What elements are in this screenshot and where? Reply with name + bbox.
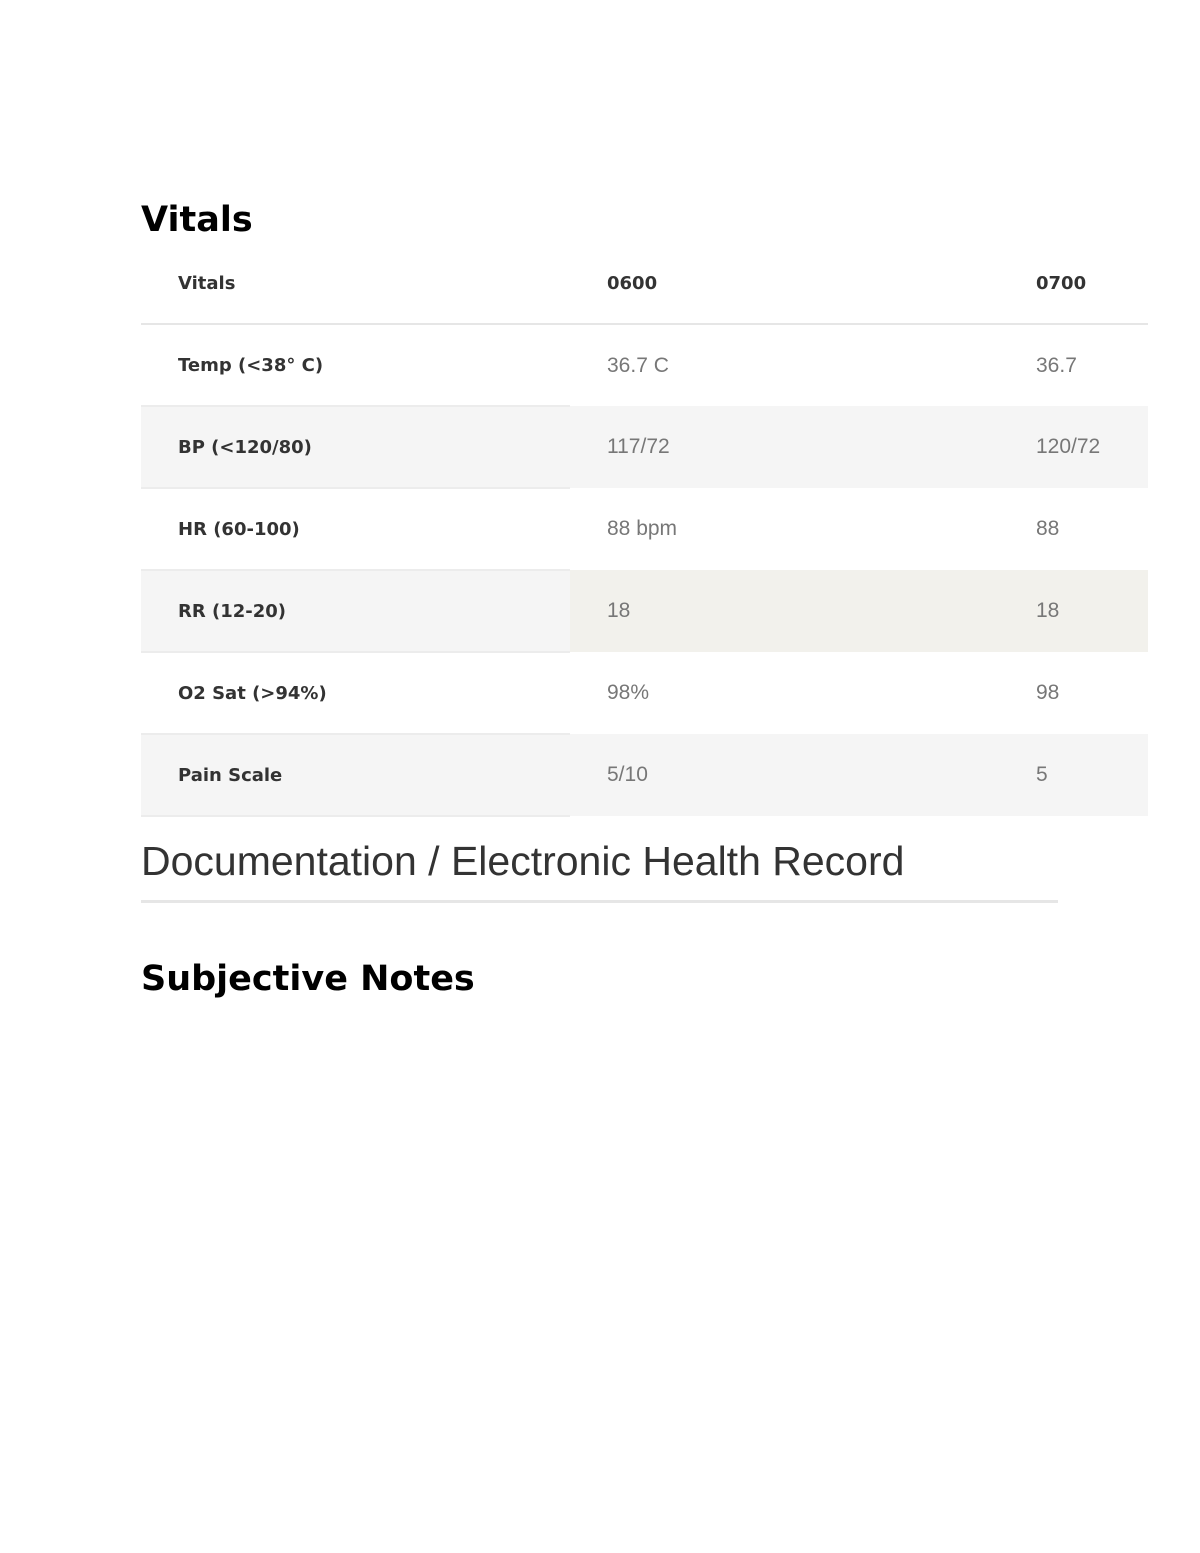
cell-o2-sat-0600: 98% — [607, 681, 650, 704]
row-label-bp: BP (<120/80) — [141, 406, 570, 488]
row-label-rr: RR (12-20) — [141, 570, 570, 652]
cell-rr-0700: 18 — [999, 570, 1148, 652]
cell-pain-scale-0700: 5 — [999, 734, 1148, 816]
cell-temp-0600: 36.7 C — [607, 353, 669, 377]
table-row-o2-sat — [141, 652, 1148, 734]
cell-hr-0700: 88 — [1036, 517, 1060, 540]
column-header-0600: 0600 — [570, 243, 999, 324]
column-header-0700: 0700 — [999, 243, 1148, 324]
cell-hr-0600: 88 bpm — [607, 517, 678, 540]
column-header-vitals: Vitals — [141, 243, 570, 324]
table-row-bp — [141, 406, 1148, 488]
row-label-o2-sat: O2 Sat (>94%) — [141, 652, 570, 734]
row-label-hr: HR (60-100) — [141, 488, 570, 570]
vitals-table-header-row — [141, 243, 1148, 324]
row-label-temp: Temp (<38° C) — [141, 324, 570, 406]
cell-bp-0700: 120/72 — [999, 406, 1148, 488]
documentation-section-heading: Documentation / Electronic Health Record — [141, 836, 1058, 903]
subjective-notes-heading: Subjective Notes — [141, 959, 475, 999]
table-row-temp — [141, 324, 1148, 406]
table-row-pain-scale — [141, 734, 1148, 816]
vitals-table-body — [141, 324, 1148, 816]
cell-pain-scale-0600: 5/10 — [570, 734, 999, 816]
table-row-rr — [141, 570, 1148, 652]
vitals-section-heading: Vitals — [141, 200, 253, 240]
row-label-pain-scale: Pain Scale — [141, 734, 570, 816]
vitals-table — [141, 243, 1148, 817]
cell-temp-0700: 36.7 — [1036, 353, 1077, 377]
cell-rr-0600: 18 — [570, 570, 999, 652]
vitals-table-header — [141, 243, 1148, 324]
cell-bp-0600: 117/72 — [570, 406, 999, 488]
table-row-hr — [141, 488, 1148, 570]
cell-o2-sat-0700: 98 — [1036, 681, 1060, 704]
